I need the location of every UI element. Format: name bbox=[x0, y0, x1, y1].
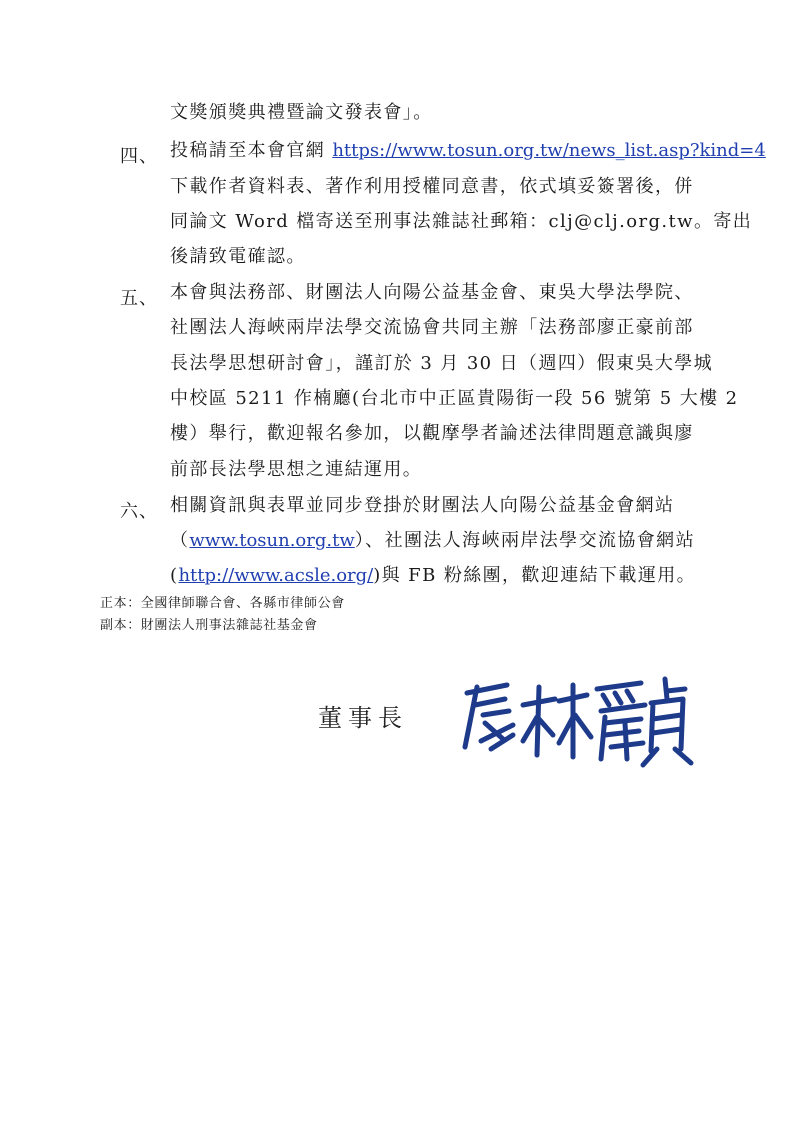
continuation-text: 文獎頒獎典禮暨論文發表會」。 bbox=[170, 102, 433, 123]
item-number-5: 五、 bbox=[120, 288, 158, 309]
tosun-home-link[interactable]: www.tosun.org.tw bbox=[189, 530, 355, 551]
item-6-text: ）、社團法人海峽兩岸法學交流協會網站 bbox=[354, 530, 695, 551]
tosun-news-link[interactable]: https://www.tosun.org.tw/news_list.asp?kind=4 bbox=[332, 140, 766, 161]
item-5-line-2: 社團法人海峽兩岸法學交流協會共同主辦「法務部廖正豪前部 bbox=[170, 317, 694, 338]
item-4-line-2: 下載作者資料表、著作利用授權同意書，依式填妥簽署後，併 bbox=[170, 176, 694, 197]
chairman-title: 董事長 bbox=[318, 704, 408, 732]
chairman-signature bbox=[455, 665, 695, 770]
item-5-line-4: 中校區 5211 作楠廳(台北市中正區貴陽街一段 56 號第 5 大樓 2 bbox=[170, 388, 739, 409]
item-4-line-4: 後請致電確認。 bbox=[170, 246, 306, 267]
item-6-text: )與 FB 粉絲團，歡迎連結下載運用。 bbox=[373, 565, 697, 586]
cc-main: 正本：全國律師聯合會、各縣市律師公會 bbox=[100, 596, 345, 611]
item-5-line-3: 長法學思想研討會」，謹訂於 3 月 30 日（週四）假東吳大學城 bbox=[170, 353, 714, 374]
item-number-4: 四、 bbox=[120, 146, 158, 167]
item-5-line-5: 樓）舉行，歡迎報名參加，以觀摩學者論述法律問題意識與廖 bbox=[170, 423, 694, 444]
item-4-text: 投稿請至本會官網 bbox=[170, 140, 326, 161]
item-5-line-6: 前部長法學思想之連結運用。 bbox=[170, 459, 423, 480]
item-6-line-2 bbox=[170, 532, 695, 550]
acsle-link[interactable]: http://www.acsle.org/ bbox=[178, 565, 374, 586]
cc-copy: 副本：財團法人刑事法雜誌社基金會 bbox=[100, 618, 318, 633]
paren-open: ( bbox=[170, 565, 179, 586]
item-6-line-1: 相關資訊與表單並同步登掛於財團法人向陽公益基金會網站 bbox=[170, 495, 675, 516]
item-5-line-1: 本會與法務部、財團法人向陽公益基金會、東吳大學法學院、 bbox=[170, 282, 694, 303]
item-4-line-3: 同論文 Word 檔寄送至刑事法雜誌社郵箱：clj@clj.org.tw。寄出 bbox=[170, 211, 753, 232]
paragraph-continuation bbox=[170, 104, 433, 122]
item-number-6: 六、 bbox=[120, 501, 158, 522]
paren-open: （ bbox=[170, 530, 190, 551]
item-4-line-1 bbox=[170, 142, 766, 160]
item-6-line-3 bbox=[170, 567, 696, 585]
